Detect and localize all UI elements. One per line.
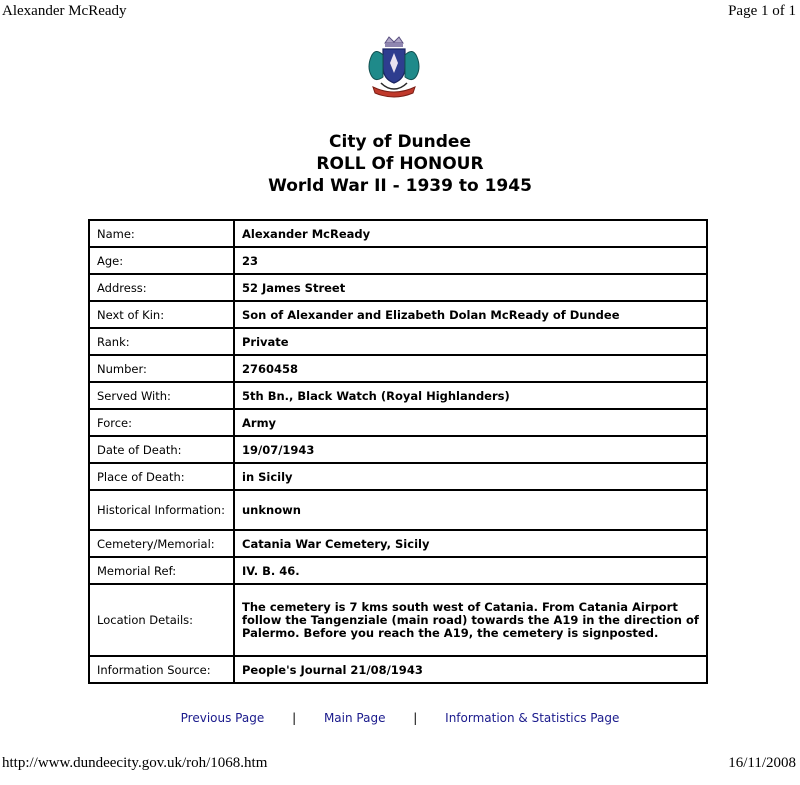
page-title [0, 131, 800, 197]
record-value: unknown [234, 490, 707, 530]
record-label: Location Details: [89, 584, 234, 656]
record-row-cemetery-memorial [89, 530, 707, 557]
record-value: 23 [234, 247, 707, 274]
record-row-address [89, 274, 707, 301]
record-label: Date of Death: [89, 436, 234, 463]
print-footer-url: http://www.dundeecity.gov.uk/roh/1068.htm [2, 755, 268, 771]
nav-separator: | [413, 711, 418, 725]
record-label: Historical Information: [89, 490, 234, 530]
record-label: Next of Kin: [89, 301, 234, 328]
record-label: Rank: [89, 328, 234, 355]
record-row-number [89, 355, 707, 382]
record-row-rank [89, 328, 707, 355]
roll-of-honour-record-table [88, 219, 708, 684]
record-value: Army [234, 409, 707, 436]
record-label: Memorial Ref: [89, 557, 234, 584]
print-footer-date: 16/11/2008 [728, 755, 796, 771]
record-value: Alexander McReady [234, 220, 707, 247]
record-label: Name: [89, 220, 234, 247]
main-page-link[interactable]: Main Page [323, 711, 386, 725]
nav-separator: | [292, 711, 297, 725]
record-row-next-of-kin [89, 301, 707, 328]
record-value: in Sicily [234, 463, 707, 490]
record-row-place-of-death [89, 463, 707, 490]
record-label: Served With: [89, 382, 234, 409]
record-value: People's Journal 21/08/1943 [234, 656, 707, 683]
record-value: IV. B. 46. [234, 557, 707, 584]
record-row-age [89, 247, 707, 274]
information-statistics-page-link[interactable]: Information & Statistics Page [445, 711, 620, 725]
record-row-memorial-ref [89, 557, 707, 584]
record-label: Cemetery/Memorial: [89, 530, 234, 557]
record-value: 52 James Street [234, 274, 707, 301]
record-value: The cemetery is 7 kms south west of Catania. From Catania Airport follow the Tangenziale (main road) towards the A19 in the direction of Palermo. Before you reach the A19, the cemetery is signposted. [234, 584, 707, 656]
record-value: Son of Alexander and Elizabeth Dolan McReady of Dundee [234, 301, 707, 328]
print-header-title: Alexander McReady [2, 3, 127, 19]
previous-page-link[interactable]: Previous Page [180, 711, 265, 725]
record-label: Force: [89, 409, 234, 436]
print-header-page-count: Page 1 of 1 [728, 3, 796, 19]
title-roll-of-honour: ROLL Of HONOUR [316, 154, 484, 174]
record-label: Place of Death: [89, 463, 234, 490]
record-row-information-source [89, 656, 707, 683]
record-row-location-details [89, 584, 707, 656]
title-city: City of Dundee [329, 132, 471, 152]
record-label: Information Source: [89, 656, 234, 683]
record-value: Catania War Cemetery, Sicily [234, 530, 707, 557]
record-row-force [89, 409, 707, 436]
record-row-historical-information [89, 490, 707, 530]
record-row-served-with [89, 382, 707, 409]
title-war-period: World War II - 1939 to 1945 [268, 176, 532, 196]
record-label: Address: [89, 274, 234, 301]
page-navigation [0, 711, 800, 725]
record-value: 5th Bn., Black Watch (Royal Highlanders) [234, 382, 707, 409]
dundee-coat-of-arms-icon [363, 33, 425, 103]
record-value: 2760458 [234, 355, 707, 382]
record-value: 19/07/1943 [234, 436, 707, 463]
record-row-date-of-death [89, 436, 707, 463]
record-row-name [89, 220, 707, 247]
record-value: Private [234, 328, 707, 355]
record-label: Number: [89, 355, 234, 382]
record-label: Age: [89, 247, 234, 274]
